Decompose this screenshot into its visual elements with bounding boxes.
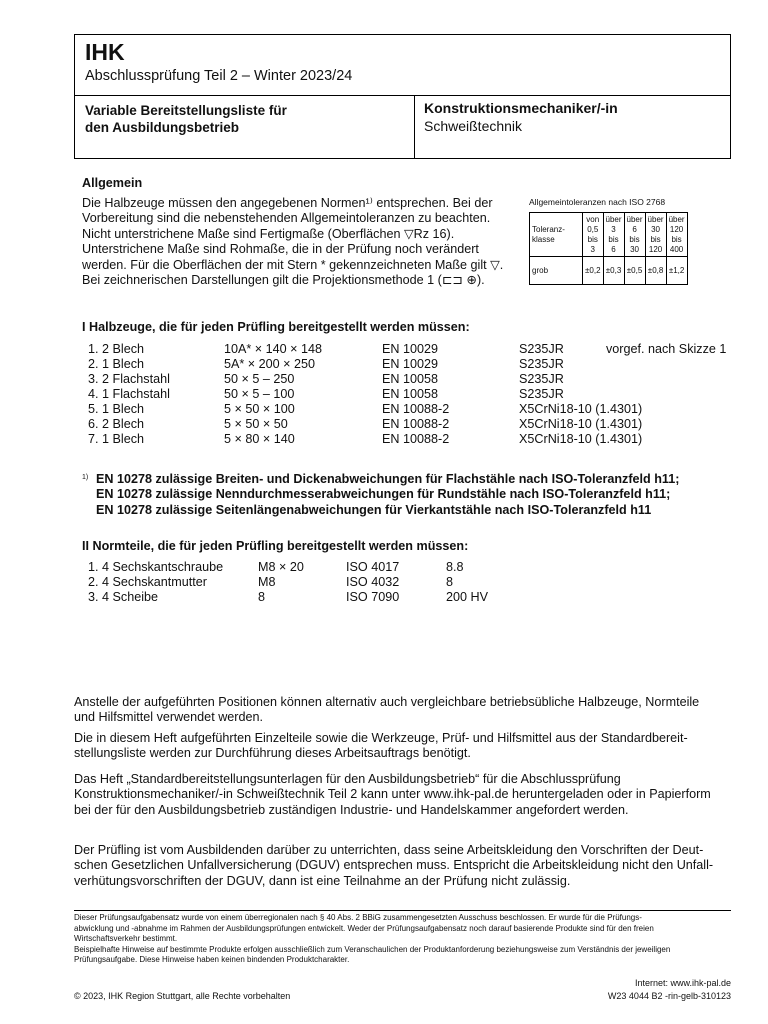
section1-list: 1. 2 Blech 10A* × 140 × 148 EN 10029 S235JR vorgef. nach Skizze 1 2. 1 Blech 5A* × 200 × 250 EN 10029 S235JR 3. 2 Flachstahl 50 × 5 – 250 EN 10058 S235JR 4. 1 Flachstahl 50 × 5 – 100 EN 10058 S235JR 5. 1 Blech 5 × 50 × 100 EN 10088-2 X5CrNi18-10 (1.4301) 6. 2 Blech 5 × 50 × 50 EN 10088-2 X5CrNi18-10 (1.4301) 7. 1 Blech 5 × 80 × 140 EN 10088-2 X5CrNi18-10 (1.4301) bbox=[88, 342, 727, 446]
section2-heading: II Normteile, die für jeden Prüfling bereitgestellt werden müssen: bbox=[82, 539, 469, 553]
section1-heading: I Halbzeuge, die für jeden Prüfling bereitgestellt werden müssen: bbox=[82, 320, 470, 334]
internet-address: Internet: www.ihk-pal.de bbox=[634, 978, 731, 988]
paragraph-download: Das Heft „Standardbereitstellungsunterlagen für den Ausbildungsbetrieb“ für die Abschlussprüfung Konstruktionsmechaniker/-in Schweißtechnik Teil 2 kann unter www.ihk-pal.de heruntergeladen oder in Papierform bei der für den Ausbildungsbetrieb zuständigen Industrie- und Handelskammer angefordert werden. bbox=[74, 772, 711, 817]
copyright: © 2023, IHK Region Stuttgart, alle Rechte vorbehalten bbox=[74, 991, 291, 1001]
profession: Konstruktionsmechaniker/-in Schweißtechnik bbox=[424, 100, 618, 134]
section2-list: 1. 4 Sechskantschraube M8 × 20 ISO 4017 8.8 2. 4 Sechskantmutter M8 ISO 4032 8 3. 4 Scheibe 8 ISO 7090 200 HV bbox=[88, 560, 489, 604]
paragraph-safety: Der Prüfling ist vom Ausbildenden darüber zu unterrichten, dass seine Arbeitskleidung den Vorschriften der Deut- schen Gesetzlichen Unfallversicherung (DGUV) entsprechen muss. Entspricht die Arbeitskleidung nicht den Unfall- verhütungsvorschriften der DGUV, dann ist eine Teilnahme an der Prüfung nicht zulässig. bbox=[74, 843, 714, 888]
footnote-text: EN 10278 zulässige Breiten- und Dickenabweichungen für Flachstähle nach ISO-Toleranzfeld h11; EN 10278 zulässige Nenndurchmesserabweichungen für Rundstähle nach ISO-Toleranzfeld h11; EN 10278 zulässige Seitenlängenabweichungen für Vierkantstähle nach ISO-Toleranzfeld h11 bbox=[96, 472, 680, 517]
tolerance-class-label: Toleranz-klasse bbox=[530, 213, 583, 257]
tolerance-title: Allgemeintoleranzen nach ISO 2768 bbox=[529, 197, 666, 207]
legal-divider bbox=[74, 910, 731, 911]
document-code: W23 4044 B2 -rin-gelb-310123 bbox=[607, 991, 731, 1001]
tolerance-table: Toleranz-klasse von 0,5 bis 3 über 3 bis 6 über 6 bis 30 über 30 bis 120 über 120 bis 400 grob ±0,2 ±0,3 ±0,5 ±0,8 ±1,2 bbox=[529, 212, 688, 285]
paragraph-standard-list: Die in diesem Heft aufgeführten Einzelteile sowie die Werkzeuge, Prüf- und Hilfsmittel aus der Standardbereit- stellungsliste werden zur Durchführung dieses Arbeitsauftrags benötigt. bbox=[74, 731, 688, 761]
general-text: Die Halbzeuge müssen den angegebenen Normen¹⁾ entsprechen. Bei der Vorbereitung sind die nebenstehenden Allgemeintoleranzen zu beachten. Nicht unterstrichene Maße sind Fertigmaße (Oberflächen ▽Rz 16). Unterstrichene Maße sind Rohmaße, die in der Prüfung noch verändert werden. Für die Oberflächen der mit Stern * gekennzeichneten Maße gilt ▽. Bei zeichnerischen Darstellungen gilt die Projektionsmethode 1 (⊏⊐ ⊕). bbox=[82, 196, 504, 288]
legal-notice: Dieser Prüfungsaufgabensatz wurde von einem überregionalen nach § 40 Abs. 2 BBiG zusammengesetzten Ausschuss beschlossen. Er wurde für die Prüfungs- abwicklung und -abnahme im Rahmen der Ausbildungsprüfungen entwickelt. Weder der Prüfungsaufgabensatz noch darauf basierende Produkte sind für den freien Wirtschaftsverkehr bestimmt. Beispielhafte Hinweise auf bestimmte Produkte erfolgen ausschließlich zum Veranschaulichen der Produktanforderung beziehungsweise zum Verständnis der jeweiligen Prüfungsaufgabe. Diese Hinweise haben keinen bindenden Produktcharakter. bbox=[74, 913, 671, 965]
paragraph-alternatives: Anstelle der aufgeführten Positionen können alternativ auch vergleichbare betriebsübliche Halbzeuge, Normteile und Hilfsmittel verwendet werden. bbox=[74, 695, 700, 725]
footnote-mark: 1) bbox=[82, 474, 89, 481]
ihk-logo: IHK bbox=[85, 39, 125, 65]
general-heading: Allgemein bbox=[82, 176, 143, 190]
exam-title: Abschlussprüfung Teil 2 – Winter 2023/24 bbox=[85, 68, 353, 84]
header-box bbox=[74, 34, 731, 159]
list-title: Variable Bereitstellungsliste für den Ausbildungsbetrieb bbox=[75, 96, 415, 158]
